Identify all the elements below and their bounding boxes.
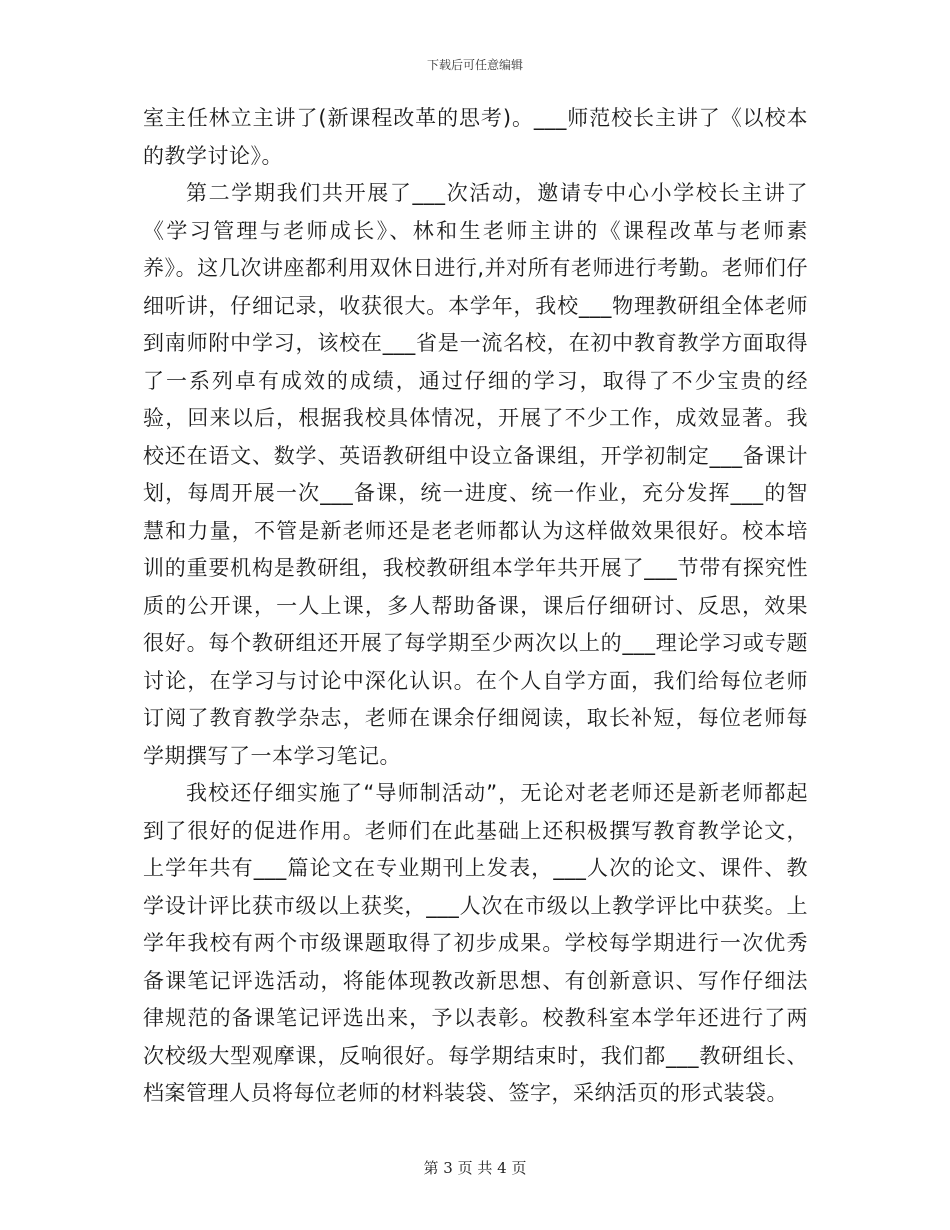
paragraph-continuation: 室主任林立主讲了(新课程改革的思考)。___师范校长主讲了《以校本的教学讨论》。 [143, 106, 808, 168]
page-number: 第 3 页 共 4 页 [423, 1159, 527, 1177]
paragraph-mentor-program: 我校还仔细实施了“导师制活动”，无论对老老师还是新老师都起到了很好的促进作用。老师们在此基础上还积极撰写教育教学论文，上学年共有___篇论文在专业期刊上发表，___人次的论文、课件、教学设计评比获市级以上获奖，___人次在市级以上教学评比中获奖。上学年我校有两个市级课题取得了初步成果。学校每学期进行一次优秀备课笔记评选活动，将能体现教改新思想、有创新意识、写作仔细法律规范的备课笔记评选出来，予以表彰。校教科室本学年还进行了两次校级大型观摩课，反响很好。每学期结束时，我们都___教研组长、档案管理人员将每位老师的材料装袋、签字，采纳活页的形式装袋。 [143, 781, 808, 1105]
document-body [143, 100, 808, 1113]
paragraph-second-semester: 第二学期我们共开展了___次活动，邀请专中心小学校长主讲了《学习管理与老师成长》、林和生老师主讲的《课程改革与老师素养》。这几次讲座都利用双休日进行,并对所有老师进行考勤。老师们仔细听讲，仔细记录，收获很大。本学年，我校___物理教研组全体老师到南师附中学习，该校在___省是一流名校，在初中教育教学方面取得了一系列卓有成效的成绩，通过仔细的学习，取得了不少宝贵的经验，回来以后，根据我校具体情况，开展了不少工作，成效显著。我校还在语文、数学、英语教研组中设立备课组，开学初制定___备课计划，每周开展一次___备课，统一进度、统一作业，充分发挥___的智慧和力量，不管是新老师还是老老师都认为这样做效果很好。校本培训的重要机构是教研组，我校教研组本学年共开展了___节带有探究性质的公开课，一人上课，多人帮助备课，课后仔细研讨、反思，效果很好。每个教研组还开展了每学期至少两次以上的___理论学习或专题讨论，在学习与讨论中深化认识。在个人自学方面，我们给每位老师订阅了教育教学杂志，老师在课余仔细阅读，取长补短，每位老师每学期撰写了一本学习笔记。 [143, 181, 808, 768]
page-header-note: 下载后可任意编辑 [426, 58, 523, 72]
